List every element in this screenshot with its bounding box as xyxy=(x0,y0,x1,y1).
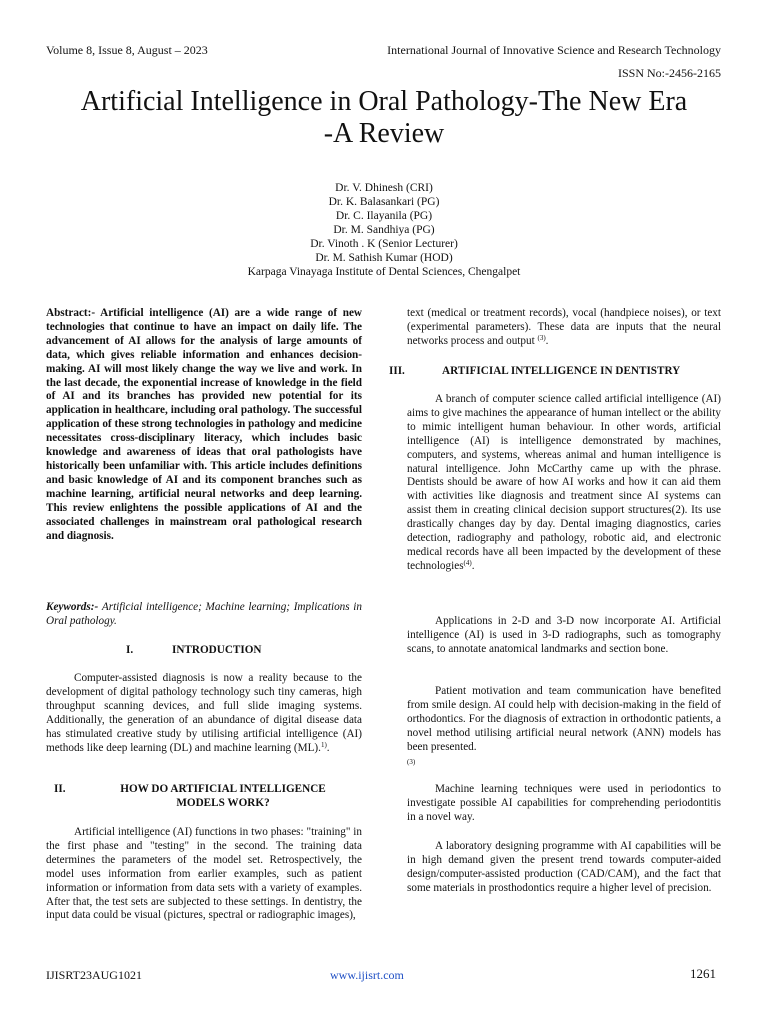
paragraph-text: . xyxy=(326,741,330,754)
citation: (3) xyxy=(407,757,416,766)
section-heading-ai-dentistry xyxy=(389,364,729,378)
abstract-text: Artificial intelligence (AI) are a wide range of new technologies that continue to have an impact on daily life. The advancement of AI allows for the analysis of large amounts of data, which gives reliable information and enhances decision-making. AI will most likely change the way we live and work. In the last decade, the exponential increase of knowledge in the field of AI and its branches has provided new potential for its application in healthcare, including oral pathology. The successful application of these strong technologies in pathology and medicine necessitates cross-disciplinary literacy, which includes basic knowledge and awareness of ideas that oral pathologists have historically been unfamiliar with. This article includes definitions and basic knowledge of AI and its component branches such as machine learning, artificial neural networks and deep learning. This review enlightens the possible applications of AI and the associated challenges in mainstream oral pathological research and diagnosis. xyxy=(46,307,362,542)
keywords xyxy=(46,601,362,629)
section-title: INTRODUCTION xyxy=(172,644,262,656)
section-title: HOW DO ARTIFICIAL INTELLIGENCE xyxy=(120,783,326,795)
affiliation: Karpaga Vinayaga Institute of Dental Sciences, Chengalpet xyxy=(247,266,521,278)
paragraph-text: Patient motivation and team communication have benefited from smile design. AI could help with decision-making in the field of orthodontics. For the diagnosis of extraction in orthodontic patients, a novel method utilising artificial neural network (ANN) models has been presented. xyxy=(407,685,721,753)
abstract-label: Abstract:- xyxy=(46,307,96,319)
paragraph-text: Machine learning techniques were used in periodontics to investigate possible AI capabilities for comprehending periodontitis in a novel way. xyxy=(407,783,721,823)
keywords-label: Keywords:- xyxy=(46,601,99,613)
paragraph-text: A laboratory designing programme with AI capabilities will be in high demand given the present trend towards computer-aided design/computer-assisted production (CAD/CAM), and the fact that some materials in prosthodontics require a higher level of precision. xyxy=(407,840,721,894)
section-title: MODELS WORK? xyxy=(176,797,270,809)
author: Dr. K. Balasankari (PG) xyxy=(328,196,440,208)
paragraph-text: . xyxy=(545,334,549,347)
paper-title xyxy=(40,86,728,150)
citation: (4) xyxy=(463,558,472,567)
title-line-2: -A Review xyxy=(323,118,445,149)
section-number: II. xyxy=(54,783,66,795)
citation: 1) xyxy=(320,740,327,749)
paragraph-text: . xyxy=(471,559,475,572)
paragraph-text: Artificial intelligence (AI) functions in two phases: "training" in the first phase and "testing" in the second. The training data determines the parameters of the model set. Retrospectively, the model uses information from earlier examples, such as patient information or information from data sets with a variety of examples. After that, the test sets are subjected to these settings. In dentistry, the input data could be visual (pictures, spectral or radiographic images), xyxy=(46,826,362,922)
paragraph-dentistry-3 xyxy=(407,685,721,768)
section-heading-how-ai-works xyxy=(46,782,362,810)
abstract xyxy=(46,307,362,543)
paragraph-dentistry-4 xyxy=(407,783,721,825)
paragraph-models xyxy=(46,826,362,923)
page-number: 1261 xyxy=(690,966,716,981)
paragraph-text: A branch of computer science called artificial intelligence (AI) aims to give machines the appearance of human intellect or the ability to mimic intelligent human behaviour. In other words, artificial intelligence (AI) is intelligence demonstrated by machines, computers, and systems, whereas animal and human intelligence is natural intelligence. John McCarthy came up with the phrase. Dentists should be aware of how AI works and how it can aid them with activities like diagnosis and treatment since AI systems can assist them in creating clinical decision support structures(2). Its use drastically changes day by day. Dental imaging diagnostics, caries detection, radiography and pathology, robotic aid, and electronic medical records have all been impacted by the development of these technologies xyxy=(407,393,721,572)
journal-website-link[interactable]: www.ijisrt.com xyxy=(330,968,404,982)
paragraph-text: Computer-assisted diagnosis is now a reality because to the development of digital pathology technology such tiny cameras, high throughput scanning devices, and full slide imaging systems. Additionally, the generation of an abundance of digital disease data has stimulated creative study by utilising artificial intelligence (AI) methods like deep learning (DL) and machine learning (ML). xyxy=(46,672,362,754)
section-heading-introduction xyxy=(126,643,326,657)
paragraph-models-continued xyxy=(407,307,721,349)
author: Dr. Vinoth . K (Senior Lecturer) xyxy=(310,238,458,250)
title-line-1: Artificial Intelligence in Oral Pathology-The New Era xyxy=(80,86,688,117)
citation: (3) xyxy=(537,333,546,342)
author: Dr. M. Sathish Kumar (HOD) xyxy=(315,252,453,264)
author: Dr. M. Sandhiya (PG) xyxy=(333,224,435,236)
section-number: I. xyxy=(126,644,134,656)
author: Dr. V. Dhinesh (CRI) xyxy=(335,182,433,194)
paragraph-introduction xyxy=(46,672,362,755)
section-title: ARTIFICIAL INTELLIGENCE IN DENTISTRY xyxy=(442,365,681,377)
volume-info: Volume 8, Issue 8, August – 2023 xyxy=(46,43,208,57)
paper-id: IJISRT23AUG1021 xyxy=(46,968,142,982)
paragraph-dentistry-2 xyxy=(407,615,721,657)
paragraph-dentistry-1 xyxy=(407,393,721,574)
author: Dr. C. Ilayanila (PG) xyxy=(335,210,433,222)
section-number: III. xyxy=(389,365,405,377)
issn: ISSN No:-2456-2165 xyxy=(617,66,721,80)
paragraph-text: text (medical or treatment records), vocal (handpiece noises), or text (experimental parameters). These data are inputs that the neural networks process and output xyxy=(407,307,721,347)
keywords-text: Artificial intelligence; Machine learning; Implications in Oral pathology. xyxy=(46,601,363,627)
journal-name: International Journal of Innovative Science and Research Technology xyxy=(387,43,721,57)
paragraph-dentistry-5 xyxy=(407,840,721,896)
author-list xyxy=(120,181,648,279)
paragraph-text: Applications in 2-D and 3-D now incorporate AI. Artificial intelligence (AI) is used in 3-D radiographs, such as tomography scans, to annotate anatomical landmarks and section bone. xyxy=(407,615,721,655)
